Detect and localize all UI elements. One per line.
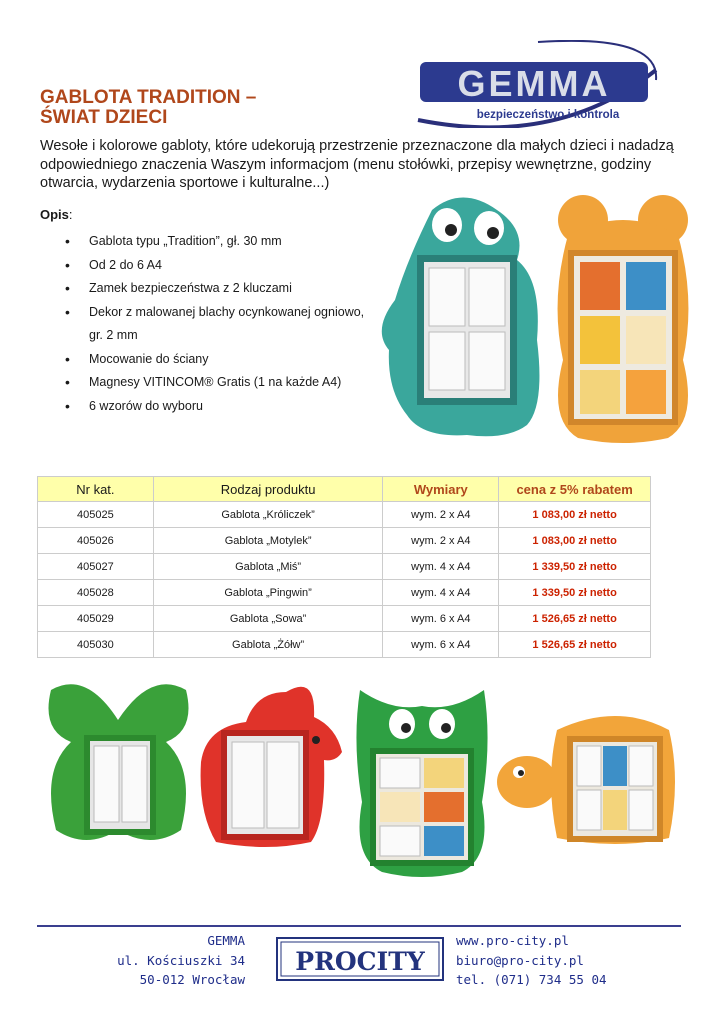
gemma-logo (398, 40, 666, 128)
feature-item: • Mocowanie do ściany (65, 348, 375, 372)
cell-price: 1 339,50 zł netto (499, 554, 651, 580)
footer-address (100, 931, 245, 990)
cell-price: 1 083,00 zł netto (499, 502, 651, 528)
intro-paragraph: Wesołe i kolorowe gabloty, które udekorują przestrzenie przeznaczone dla małych dzieci i nadadzą odpowiedniego znaczenia Waszym informacjom (menu stołówki, przepisy wewnętrzne, godziny otwarcia, wydarzenia sportowe i kulturalne...) (40, 138, 674, 191)
butterfly-showcase-image (46, 680, 191, 848)
cell-catalog-number: 405028 (38, 580, 154, 606)
footer-city: 50-012 Wrocław (139, 972, 245, 987)
cell-product-type: Gablota „Króliczek” (153, 502, 383, 528)
footer-divider (37, 925, 681, 927)
feature-item: • 6 wzorów do wyboru (65, 395, 375, 419)
header-dimensions: Wymiary (383, 477, 499, 502)
cell-catalog-number: 405029 (38, 606, 154, 632)
table-row (38, 632, 651, 658)
procity-logo-text: PROCITY (295, 947, 425, 976)
cell-price: 1 526,65 zł netto (499, 632, 651, 658)
feature-item: • Zamek bezpieczeństwa z 2 kluczami (65, 277, 375, 301)
title-line-1: GABLOTA TRADITION – (40, 87, 257, 108)
penguin-showcase-image (377, 190, 547, 440)
cell-dimensions: wym. 2 x A4 (383, 528, 499, 554)
cell-dimensions: wym. 4 x A4 (383, 580, 499, 606)
cell-catalog-number: 405030 (38, 632, 154, 658)
opis-colon: : (68, 207, 73, 222)
cell-catalog-number: 405026 (38, 528, 154, 554)
cell-product-type: Gablota „Pingwin” (153, 580, 383, 606)
header-price: cena z 5% rabatem (499, 477, 651, 502)
turtle-showcase-image (497, 710, 679, 848)
table-row (38, 554, 651, 580)
cell-price: 1 339,50 zł netto (499, 580, 651, 606)
logo-tagline: bezpieczeństwo i kontrola (476, 109, 620, 121)
opis-label (40, 207, 73, 222)
cell-dimensions: wym. 6 x A4 (383, 632, 499, 658)
cell-dimensions: wym. 4 x A4 (383, 554, 499, 580)
footer-phone: tel. (071) 734 55 04 (456, 972, 607, 987)
footer-company: GEMMA (207, 933, 245, 948)
product-table (37, 476, 651, 658)
table-row (38, 528, 651, 554)
logo-brand: GEMMA (457, 63, 611, 104)
cell-product-type: Gablota „Motylek” (153, 528, 383, 554)
cell-product-type: Gablota „Miś” (153, 554, 383, 580)
cell-product-type: Gablota „Sowa” (153, 606, 383, 632)
footer-email-link[interactable]: biuro@pro-city.pl (456, 952, 584, 968)
header-catalog-number: Nr kat. (38, 477, 154, 502)
footer-contact (456, 931, 607, 990)
cell-dimensions: wym. 6 x A4 (383, 606, 499, 632)
table-row (38, 606, 651, 632)
table-row (38, 502, 651, 528)
procity-logo (276, 937, 444, 981)
opis-label-text: Opis (40, 207, 69, 222)
cell-product-type: Gablota „Żółw” (153, 632, 383, 658)
footer-website-link[interactable]: www.pro-city.pl (456, 933, 569, 948)
footer-street: ul. Kościuszki 34 (117, 952, 245, 968)
page-title (40, 88, 256, 128)
cell-price: 1 083,00 zł netto (499, 528, 651, 554)
cell-catalog-number: 405027 (38, 554, 154, 580)
header-product-type: Rodzaj produktu (153, 477, 383, 502)
feature-item: • Od 2 do 6 A4 (65, 254, 375, 278)
title-line-2: ŚWIAT DZIECI (40, 107, 168, 128)
feature-item: • Magnesy VITINCOM® Gratis (1 na każde A4) (65, 371, 375, 395)
table-row (38, 580, 651, 606)
table-header-row (38, 477, 651, 502)
bear-showcase-image (548, 190, 698, 445)
cell-catalog-number: 405025 (38, 502, 154, 528)
feature-item: • Gablota typu „Tradition”, gł. 30 mm (65, 230, 375, 254)
rabbit-showcase-image (196, 682, 344, 847)
feature-item: • Dekor z malowanej blachy ocynkowanej ogniowo, gr. 2 mm (65, 301, 375, 348)
cell-price: 1 526,65 zł netto (499, 606, 651, 632)
owl-showcase-image (352, 682, 492, 878)
feature-list (65, 230, 375, 418)
cell-dimensions: wym. 2 x A4 (383, 502, 499, 528)
